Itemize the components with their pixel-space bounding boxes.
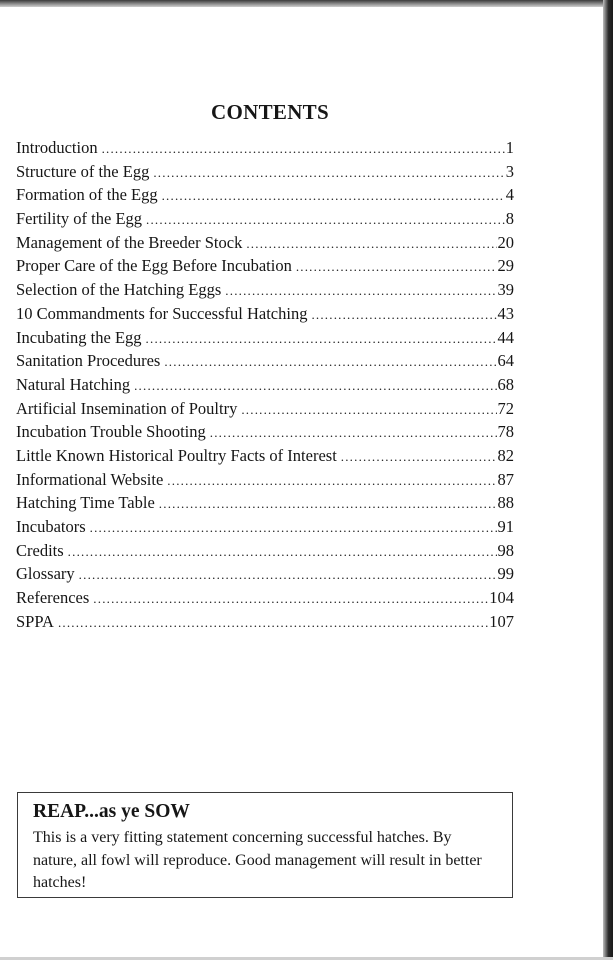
- dot-leader: [79, 563, 497, 587]
- toc-entry[interactable]: [16, 468, 514, 492]
- toc-entry-page-number: 39: [497, 280, 514, 300]
- toc-entry-title: Glossary: [16, 564, 75, 584]
- toc-entry[interactable]: [16, 539, 514, 563]
- callout-heading: REAP...as ye SOW: [33, 801, 190, 822]
- dot-leader: [164, 350, 496, 374]
- dot-leader: [146, 208, 505, 232]
- toc-entry-page-number: 87: [497, 469, 514, 489]
- toc-entry-page-number: 98: [497, 540, 514, 560]
- toc-entry[interactable]: [16, 302, 514, 326]
- toc-entry-title: Little Known Historical Poultry Facts of Interest: [16, 445, 337, 465]
- toc-entry-page-number: 72: [497, 398, 514, 418]
- toc-entry-title: Hatching Time Table: [16, 493, 155, 513]
- book-spine-edge: [603, 0, 613, 960]
- toc-entry-title: Management of the Breeder Stock: [16, 232, 243, 252]
- toc-entry-page-number: 8: [505, 209, 514, 229]
- dot-leader: [159, 492, 497, 516]
- dot-leader: [146, 327, 497, 351]
- dot-leader: [58, 611, 488, 635]
- toc-entry-title: Incubating the Egg: [16, 327, 142, 347]
- toc-entry-title: Incubators: [16, 517, 86, 536]
- dot-leader: [296, 255, 497, 279]
- toc-entry[interactable]: [16, 278, 514, 302]
- toc-entry[interactable]: [16, 610, 514, 634]
- toc-entry[interactable]: [16, 515, 514, 539]
- toc-entry[interactable]: [16, 491, 514, 515]
- toc-entry[interactable]: [16, 444, 514, 468]
- toc-entry-title: Sanitation Procedures: [16, 351, 161, 371]
- toc-entry-title: Artificial Insemination of Poultry: [16, 398, 238, 418]
- toc-entry-title: Proper Care of the Egg Before Incubation: [16, 256, 292, 276]
- toc-entry-title: Selection of the Hatching Eggs: [16, 280, 222, 300]
- toc-entry-page-number: 104: [489, 588, 514, 608]
- toc-entry[interactable]: [16, 231, 514, 255]
- dot-leader: [90, 516, 497, 540]
- toc-entry-page-number: 29: [497, 256, 514, 276]
- callout-box: [17, 792, 513, 898]
- dot-leader: [341, 445, 497, 469]
- toc-entry[interactable]: [16, 397, 514, 421]
- dot-leader: [68, 540, 497, 564]
- toc-entry-page-number: 91: [497, 517, 514, 536]
- toc-entry[interactable]: [16, 160, 514, 184]
- toc-entry-page-number: 78: [497, 422, 514, 442]
- dot-leader: [210, 421, 497, 445]
- dot-leader: [167, 469, 496, 493]
- toc-entry-page-number: 44: [497, 327, 514, 347]
- toc-entry-title: Natural Hatching: [16, 374, 131, 394]
- dot-leader: [93, 587, 488, 611]
- dot-leader: [311, 303, 496, 327]
- toc-entry[interactable]: [16, 586, 514, 610]
- toc-entry-title: Fertility of the Egg: [16, 209, 143, 229]
- toc-entry-title: Structure of the Egg: [16, 161, 150, 181]
- toc-entry[interactable]: [16, 183, 514, 207]
- toc-entry-title: Introduction: [16, 138, 98, 157]
- toc-entry[interactable]: [16, 349, 514, 373]
- dot-leader: [153, 161, 504, 185]
- toc-entry-title: Formation of the Egg: [16, 185, 158, 205]
- toc-entry-page-number: 1: [505, 138, 514, 157]
- callout-body: This is a very fitting statement concerning successful hatches. By nature, all fowl will reproduce. Good management will result in better hatches!: [33, 829, 482, 891]
- toc-entry-page-number: 4: [505, 185, 514, 205]
- toc-entry-title: Informational Website: [16, 469, 164, 489]
- dot-leader: [225, 279, 496, 303]
- toc-entry[interactable]: [16, 254, 514, 278]
- toc-entry[interactable]: [16, 562, 514, 586]
- toc-entry[interactable]: [16, 326, 514, 350]
- toc-entry[interactable]: [16, 207, 514, 231]
- toc-entry-page-number: 82: [497, 445, 514, 465]
- dot-leader: [134, 374, 496, 398]
- toc-entry-page-number: 20: [497, 232, 514, 252]
- toc-entry[interactable]: [16, 136, 514, 160]
- toc-entry-page-number: 99: [497, 564, 514, 584]
- page-title: CONTENTS: [211, 100, 329, 125]
- toc-entry[interactable]: [16, 420, 514, 444]
- toc-entry-title: References: [16, 588, 90, 608]
- toc-entry-page-number: 107: [489, 611, 514, 631]
- dot-leader: [241, 398, 496, 422]
- toc-entry-page-number: 3: [505, 161, 514, 181]
- toc-entry-page-number: 43: [497, 303, 514, 323]
- dot-leader: [162, 184, 505, 208]
- toc-entry[interactable]: [16, 373, 514, 397]
- dot-leader: [246, 232, 496, 256]
- toc-entry-title: Credits: [16, 540, 64, 560]
- toc-entry-title: 10 Commandments for Successful Hatching: [16, 303, 308, 323]
- scan-top-edge: [0, 0, 613, 7]
- toc-entry-page-number: 88: [497, 493, 514, 513]
- toc-entry-page-number: 64: [497, 351, 514, 371]
- toc-entry-title: Incubation Trouble Shooting: [16, 422, 206, 442]
- toc-entry-title: SPPA: [16, 611, 54, 631]
- toc-entry-page-number: 68: [497, 374, 514, 394]
- table-of-contents: [16, 136, 514, 633]
- dot-leader: [102, 137, 505, 161]
